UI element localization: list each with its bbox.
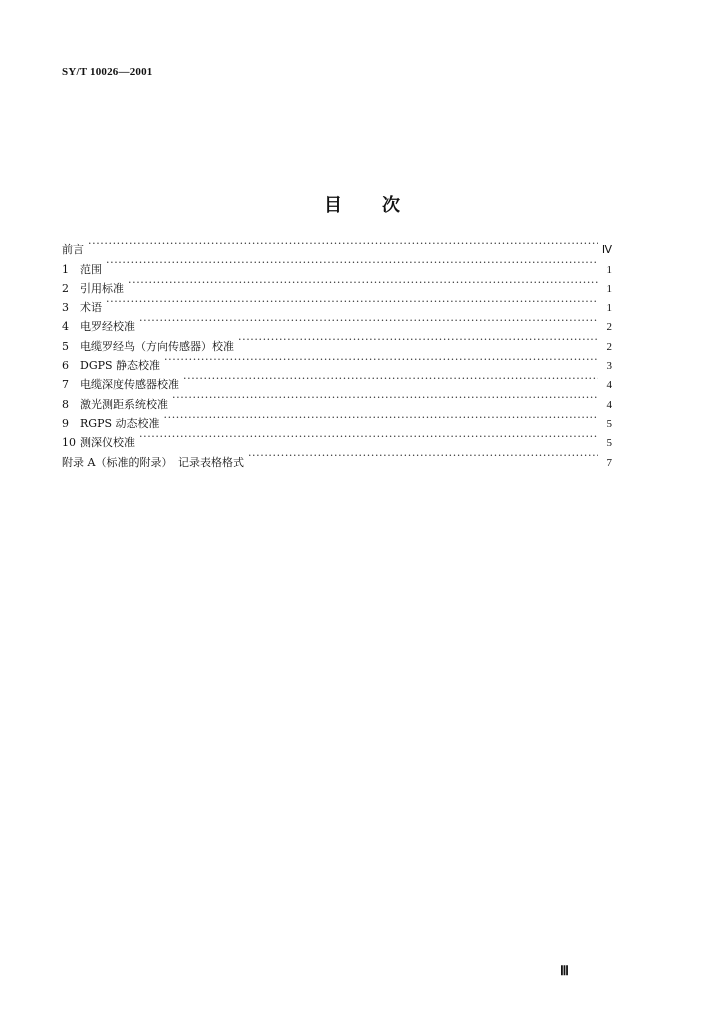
toc-entry-label: 前言 <box>62 243 84 257</box>
toc-entry-label: 引用标准 <box>80 281 124 295</box>
toc-leader-dots <box>139 427 598 446</box>
toc-entry-page: 1 <box>606 282 612 295</box>
toc-title-char-1: 目 <box>324 195 342 216</box>
toc-entry-page: 5 <box>606 437 612 450</box>
toc-entry-label: 范围 <box>80 262 102 276</box>
toc-entry-page: 1 <box>606 263 612 276</box>
toc-entry-page: 3 <box>606 360 612 373</box>
toc-leader-dots <box>248 446 598 465</box>
toc-entry-page: 4 <box>606 398 612 411</box>
toc-entry-label: 测深仪校准 <box>80 436 135 450</box>
toc-entry-2[interactable] <box>62 273 612 295</box>
toc-entry-4[interactable] <box>62 311 612 334</box>
toc-leader-dots <box>88 234 598 253</box>
toc-entry-page: 7 <box>606 456 612 469</box>
toc-entry-page: 5 <box>606 417 612 430</box>
standard-code: SY/T 10026—2001 <box>62 66 153 78</box>
toc-entry-foreword[interactable] <box>62 234 612 257</box>
toc-entry-label: 电缆罗经鸟（方向传感器）校准 <box>80 339 234 353</box>
toc-leader-dots <box>139 311 598 330</box>
toc-entry-label: 激光测距系统校准 <box>80 397 168 411</box>
toc-entry-number: 1 <box>62 262 69 276</box>
toc-entry-number: 3 <box>62 301 69 315</box>
toc-entry-label: 附录 A（标准的附录） 记录表格格式 <box>62 455 244 469</box>
toc-leader-dots <box>238 330 598 349</box>
toc-entry-appendix-a[interactable] <box>62 446 612 469</box>
toc-leader-dots <box>106 292 598 311</box>
toc-entry-number: 2 <box>62 281 69 295</box>
toc-entry-label: RGPS 动态校准 <box>80 416 160 430</box>
toc-leader-dots <box>128 273 598 292</box>
toc-leader-dots <box>183 369 598 388</box>
toc-entry-number: 9 <box>62 416 69 430</box>
toc-entry-1[interactable] <box>62 253 612 276</box>
toc-leader-dots <box>164 408 598 427</box>
toc-entry-label: DGPS 静态校准 <box>80 359 161 373</box>
toc-entry-page: Ⅳ <box>601 244 612 257</box>
toc-entry-3[interactable] <box>62 292 612 315</box>
toc-entry-label: 术语 <box>80 301 102 315</box>
toc-entry-label: 电缆深度传感器校准 <box>80 378 179 392</box>
toc-entry-number: 4 <box>62 320 69 334</box>
toc-entry-number: 5 <box>62 339 69 353</box>
toc-leader-dots <box>106 253 598 272</box>
toc-entry-page: 4 <box>606 379 612 392</box>
toc-leader-dots <box>172 388 598 407</box>
toc-entry-page: 2 <box>606 321 612 334</box>
toc-entry-5[interactable] <box>62 330 612 353</box>
toc-title <box>0 191 724 217</box>
toc-title-char-2: 次 <box>382 195 400 216</box>
toc-entry-page: 2 <box>606 340 612 353</box>
toc-entry-label: 电罗经校准 <box>80 320 135 334</box>
toc-entry-number: 7 <box>62 378 69 392</box>
toc-entry-number: 6 <box>62 359 69 373</box>
toc-entry-page: 1 <box>606 302 612 315</box>
table-of-contents <box>62 234 612 469</box>
toc-leader-dots <box>164 350 598 369</box>
page-number: Ⅲ <box>560 963 569 978</box>
toc-entry-number: 10 <box>62 436 76 450</box>
toc-entry-number: 8 <box>62 397 69 411</box>
toc-entry-10[interactable] <box>62 427 612 450</box>
